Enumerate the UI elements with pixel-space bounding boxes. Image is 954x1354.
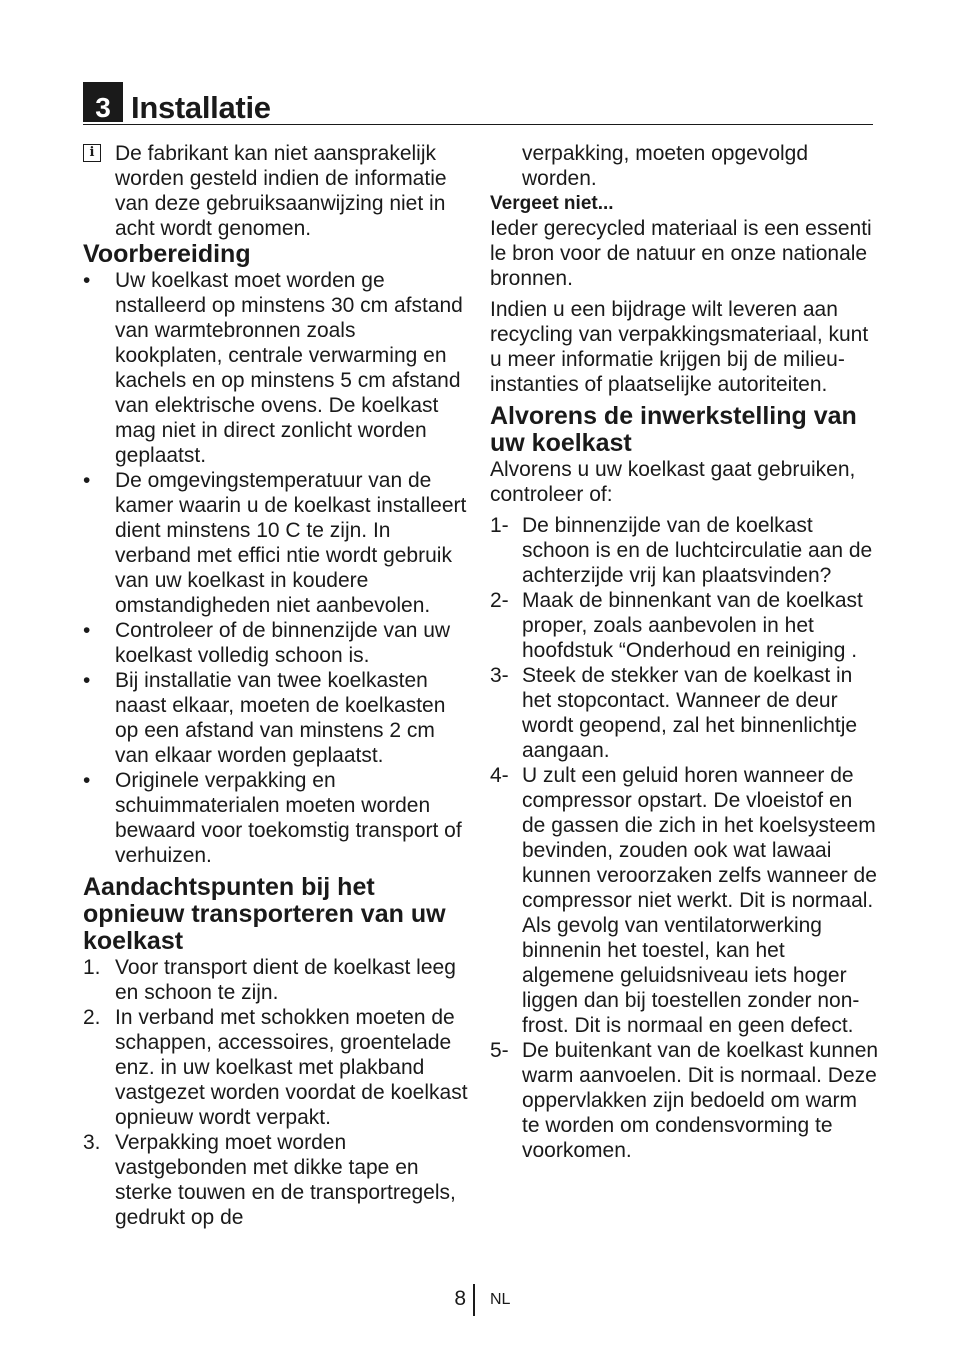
- bullet-icon: •: [83, 469, 91, 492]
- list-item-text: Voor transport dient de koelkast leeg en schoon te zijn.: [115, 956, 456, 1004]
- list-item: [83, 268, 468, 468]
- section-heading-start: Alvorens de inwerkstelling van uw koelkast: [490, 402, 857, 457]
- list-item: [83, 1005, 468, 1130]
- page-number: 8: [454, 1287, 466, 1310]
- list-item-text: In verband met schokken moeten de schappen, accessoires, groentelade enz. in uw koelkast met plakband vastgezet worden voordat de koelkast opnieuw wordt verpakt.: [115, 1006, 468, 1129]
- chapter-title: Installatie: [131, 90, 271, 125]
- list-item: [83, 768, 468, 868]
- list-number: 3-: [490, 664, 509, 687]
- list-item: [83, 1130, 468, 1230]
- list-item: [83, 468, 468, 618]
- list-number: 2.: [83, 1006, 101, 1029]
- bullet-icon: •: [83, 669, 91, 692]
- list-item: [490, 663, 880, 763]
- bullet-icon: •: [83, 269, 91, 292]
- list-item-text: Controleer of de binnenzijde van uw koelkast volledig schoon is.: [115, 619, 451, 667]
- left-column: [83, 141, 468, 1230]
- list-item-text: Verpakking moet worden vastgebonden met dikke tape en sterke touwen en de transportregels, gedrukt op de: [115, 1131, 456, 1229]
- list-item-text: Originele verpakking en schuimmaterialen moeten worden bewaard voor toekomstig transport of verhuizen.: [115, 769, 462, 867]
- list-item-text: Maak de binnenkant van de koelkast proper, zoals aanbevolen in het hoofdstuk “Onderhoud en reiniging .: [522, 589, 863, 662]
- list-item: [490, 1038, 880, 1163]
- info-note: [83, 141, 468, 241]
- list-number: 3.: [83, 1131, 101, 1154]
- list-item: [83, 955, 468, 1005]
- list-item: [490, 588, 880, 663]
- transport-list: [83, 955, 468, 1230]
- bullet-icon: •: [83, 769, 91, 792]
- list-item: [490, 763, 880, 1038]
- preparation-list: [83, 268, 468, 868]
- language-code: NL: [490, 1291, 511, 1308]
- section-heading-preparation: Voorbereiding: [83, 240, 251, 268]
- forget-paragraph-1: Ieder gerecycled materiaal is een essenti le bron voor de natuur en onze nationale bronnen.: [490, 217, 872, 290]
- start-intro: Alvorens u uw koelkast gaat gebruiken, controleer of:: [490, 458, 856, 506]
- chapter-header: [83, 82, 873, 125]
- list-item-text: De binnenzijde van de koelkast schoon is en de luchtcirculatie aan de achterzijde vrij kan plaatsvinden?: [522, 514, 873, 587]
- list-number: 2-: [490, 589, 509, 612]
- bullet-icon: •: [83, 619, 91, 642]
- list-item-text: Steek de stekker van de koelkast in het stopcontact. Wanneer de deur wordt geopend, zal het binnenlichtje aangaan.: [522, 664, 858, 762]
- transport-continued-text: verpakking, moeten opgevolgd worden.: [522, 142, 809, 190]
- list-number: 4-: [490, 764, 509, 787]
- footer-divider: [473, 1284, 475, 1316]
- list-item-text: De buitenkant van de koelkast kunnen warm aanvoelen. Dit is normaal. Deze oppervlakken zijn bedoeld om warm te worden om condensvorming te voorkomen.: [522, 1039, 879, 1162]
- section-heading-transport: Aandachtspunten bij het opnieuw transporteren van uw koelkast: [83, 873, 446, 955]
- info-text: De fabrikant kan niet aansprakelijk worden gesteld indien de informatie van deze gebruiksaanwijzing niet in acht wordt genomen.: [115, 142, 447, 240]
- list-item-text: Uw koelkast moet worden ge nstalleerd op minstens 30 cm afstand van warmtebronnen zoals kookplaten, centrale verwarming en kachels en op minstens 5 cm afstand van elektrische ovens. De koelkast mag niet in direct zonlicht worden geplaatst.: [115, 269, 463, 467]
- list-number: 1.: [83, 956, 101, 979]
- section-heading-forget: Vergeet niet...: [490, 193, 614, 214]
- list-item-text: Bij installatie van twee koelkasten naast elkaar, moeten de koelkasten op een afstand van minstens 2 cm van elkaar worden geplaatst.: [115, 669, 446, 767]
- list-item-text: De omgevingstemperatuur van de kamer waarin u de koelkast installeert dient minstens 10 C te zijn. In verband met effici ntie wordt gebruik van uw koelkast in koudere omstandigheden niet aanbevolen.: [115, 469, 467, 617]
- forget-paragraph-2: Indien u een bijdrage wilt leveren aan recycling van verpakkingsmateriaal, kunt u meer informatie krijgen bij de milieu-instanties of plaatselijke autoriteiten.: [490, 298, 869, 396]
- list-number: 5-: [490, 1039, 509, 1062]
- list-number: 1-: [490, 514, 509, 537]
- chapter-number: 3: [83, 82, 123, 122]
- list-item: [490, 513, 880, 588]
- list-item-text: U zult een geluid horen wanneer de compressor opstart. De vloeistof en de gassen die zich in het koelsysteem bevinden, zouden ook wat lawaai kunnen veroorzaken zelfs wanneer de compressor niet werkt. Dit is normaal. Als gevolg van ventilatorwerking binnenin het toestel, kan het algemene geluidsniveau iets hoger liggen dan bij toestellen zonder non-frost. Dit is normaal en geen defect.: [522, 764, 877, 1037]
- start-list: [490, 513, 880, 1163]
- list-item: [83, 668, 468, 768]
- list-item: [83, 618, 468, 668]
- right-column: [490, 141, 880, 1163]
- info-icon: i: [83, 144, 101, 162]
